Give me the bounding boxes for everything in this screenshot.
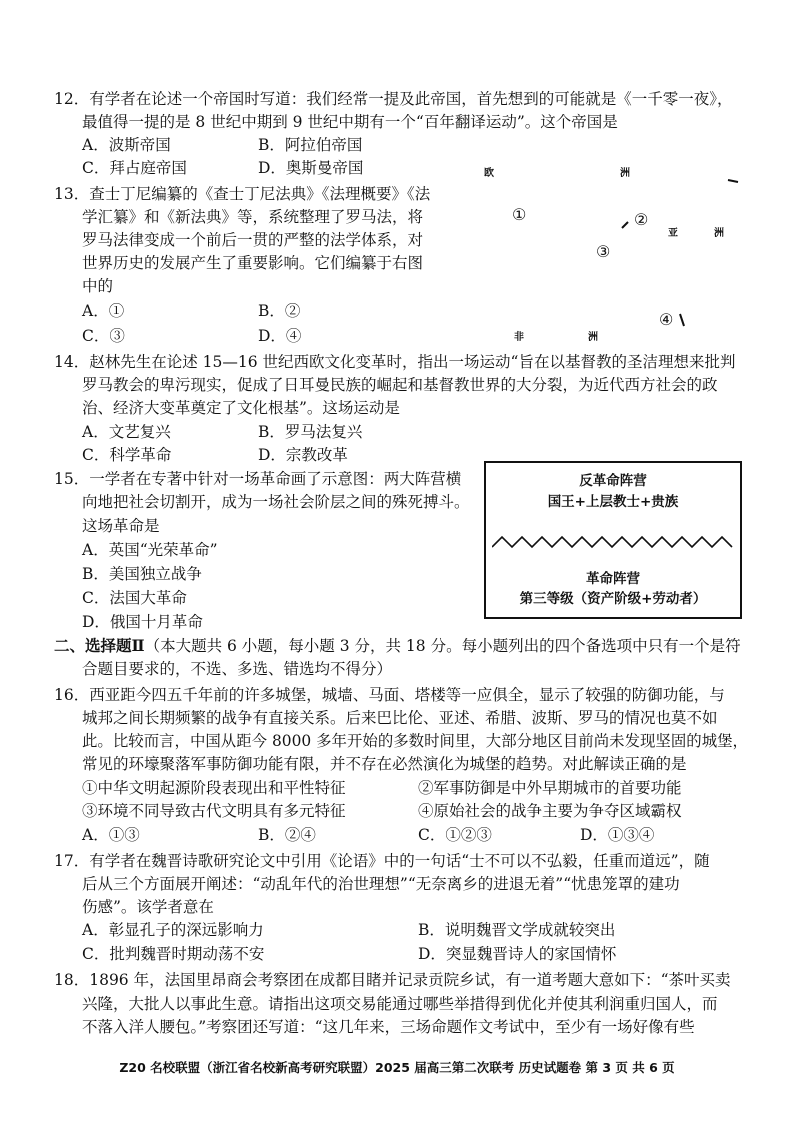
section2-title: 二、选择题Ⅱ [54,636,145,655]
q16-statement-3: ③环境不同导致古代文明具有多元特征 [82,802,346,820]
section2-instructions: （本大题共 6 小题，每小题 3 分，共 18 分。每小题列出的四个备选项中只有一个是符 [144,637,741,655]
q13-stem-line3: 罗马法律变成一个前后一贯的严整的法学体系，对 [82,231,424,249]
q17-stem-line1: 17．有学者在魏晋诗歌研究论文中引用《论语》中的一句话“士不可以不弘毅，任重而道远”，随 [54,852,710,870]
q13-stem-line5: 中的 [82,277,114,295]
map-marker-4: ④ [659,310,674,329]
q16-stem-line1: 16．西亚距今四五千年前的许多城堡，城墙、马面、塔楼等一应俱全，显示了较强的防御功能，与 [54,686,725,704]
q16-stem-line2: 城邦之间长期频繁的战争有直接关系。后来巴比伦、亚述、希腊、波斯、罗马的情况也莫不如 [82,709,718,727]
q16-option-c: C．①②③ [418,826,492,844]
map-marker-2: ② [634,210,649,229]
q17-stem-line2: 后从三个方面展开阐述：“动乱年代的治世理想”“无奈离乡的进退无着”“忧患笼罩的建功 [82,875,680,893]
q13-stem-line1: 13．查士丁尼编纂的《查士丁尼法典》《法理概要》《法 [54,185,431,203]
q13-option-a: A．① [82,302,125,320]
map-label-africa-1: 非 [514,332,525,343]
q15-stem-line1: 15．一学者在专著中针对一场革命画了示意图：两大阵营横 [54,470,462,488]
section2-header-line1 [54,635,741,657]
map-coastline-marks [470,160,750,350]
map-label-europe-1: 欧 [484,168,495,179]
q14-stem-line3: 治、经济大变革奠定了文化根基”。这场运动是 [82,399,400,417]
map-label-asia-1: 亚 [668,228,679,239]
q14-stem-line1: 14．赵林先生在论述 15—16 世纪西欧文化变革时，指出一场运动“旨在以基督教的圣洁理想来批判 [54,353,736,371]
q14-stem-line2: 罗马教会的卑污现实，促成了日耳曼民族的崛起和基督教世界的大分裂，为近代西方社会的政 [82,376,718,394]
q14-option-b: B．罗马法复兴 [258,423,363,441]
map-label-asia-2: 洲 [714,228,725,239]
q17-option-a: A．彰显孔子的深远影响力 [82,921,264,939]
q13-option-c: C．③ [82,327,125,345]
counter-revolution-title: 反革命阵营 [579,473,647,489]
q17-option-d: D．突显魏晋诗人的家国情怀 [418,945,617,963]
map-marker-1: ① [512,205,527,224]
q13-option-d: D．④ [258,327,302,345]
q16-statement-1: ①中华文明起源阶段表现出和平性特征 [82,779,346,797]
map-label-europe-2: 洲 [620,168,631,179]
q15-stem-line3: 这场革命是 [82,517,160,535]
q18-stem-line1: 18．1896 年，法国里昂商会考察团在成都目睹并记录贡院乡试，有一道考题大意如下：“茶叶买卖 [54,971,731,989]
q12-stem-line1: 12．有学者在论述一个帝国时写道：我们经常一提及此帝国，首先想到的可能就是《一千零一夜》， [54,90,733,108]
q16-stem-line4: 常见的环壕聚落军事防御功能有限，并不存在必然演化为城堡的趋势。对此解读正确的是 [82,755,687,773]
q17-option-b: B．说明魏晋文学成就较突出 [418,921,616,939]
revolution-camp-members: 第三等级（资产阶级+劳动者） [519,591,707,607]
q16-statement-4: ④原始社会的战争主要为争夺区域霸权 [418,802,682,820]
q13-stem-line2: 学汇纂》和《新法典》等，系统整理了罗马法，将 [82,208,424,226]
q17-stem-line3: 伤感”。该学者意在 [82,898,214,916]
page-footer: Z20 名校联盟（浙江省名校新高考研究联盟）2025 届高三第二次联考 历史试题卷 第 3 页 共 6 页 [119,1060,675,1075]
counter-revolution-members: 国王+上层教士+贵族 [547,494,679,510]
q14-option-c: C．科学革命 [82,446,172,464]
q15-stem-line2: 向地把社会切割开，成为一场社会阶层之间的殊死搏斗。 [82,493,470,511]
q14-option-a: A．文艺复兴 [82,423,171,441]
q14-option-d: D．宗教改革 [258,446,348,464]
q18-stem-line3: 不落入洋人腰包。”考察团还写道：“这几年来，三场命题作文考试中，至少有一场好像有些 [82,1018,695,1036]
q15-option-b: B．美国独立战争 [82,565,202,583]
q12-option-d: D．奥斯曼帝国 [258,159,364,177]
q12-stem-line2: 最值得一提的是 8 世纪中期到 9 世纪中期有一个“百年翻译运动”。这个帝国是 [82,113,618,131]
section2-header-line2: 合题目要求的，不选、多选、错选均不得分） [82,660,393,678]
q16-stem-line3: 此。比较而言，中国从距今 8000 多年开始的多数时间里，大部分地区目前尚未发现坚固的城堡， [82,732,748,750]
map-figure [470,160,750,350]
revolution-diagram [484,461,742,619]
struggle-wave-line [492,529,734,553]
q17-option-c: C．批判魏晋时期动荡不安 [82,945,265,963]
q12-option-a: A．波斯帝国 [82,136,171,154]
q16-option-a: A．①③ [82,826,140,844]
q13-stem-line4: 世界历史的发展产生了重要影响。它们编纂于右图 [82,254,424,272]
q18-stem-line2: 兴隆，大批人以事此生意。请指出这项交易能通过哪些举措得到优化并使其利润重归国人，而 [82,995,718,1013]
q12-option-b: B．阿拉伯帝国 [258,136,363,154]
q16-option-b: B．②④ [258,826,316,844]
q12-option-c: C．拜占庭帝国 [82,159,187,177]
revolution-camp-title: 革命阵营 [586,571,640,587]
q16-option-d: D．①③④ [580,826,655,844]
q15-option-d: D．俄国十月革命 [82,613,203,631]
q13-option-b: B．② [258,302,301,320]
q16-statement-2: ②军事防御是中外早期城市的首要功能 [418,779,682,797]
map-label-africa-2: 洲 [588,332,599,343]
map-marker-3: ③ [596,242,611,261]
q15-option-c: C．法国大革命 [82,589,187,607]
q15-option-a: A．英国“光荣革命” [82,541,218,559]
